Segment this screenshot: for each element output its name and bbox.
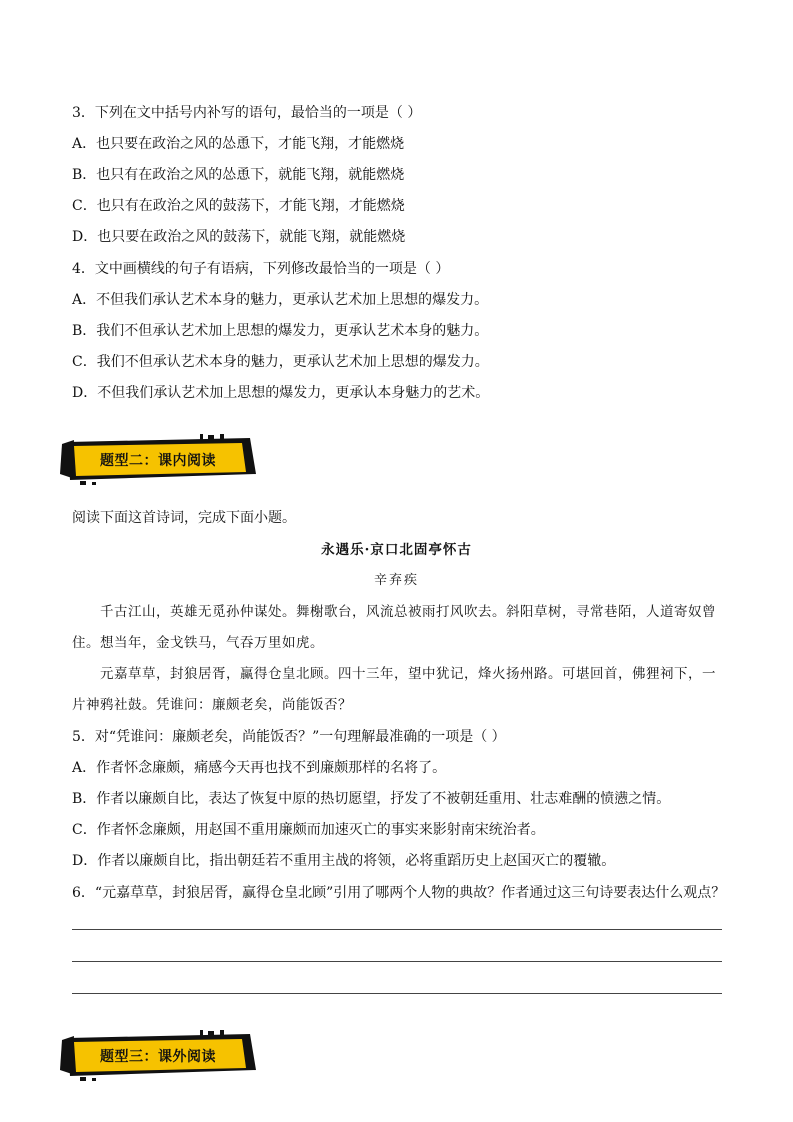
q3-option-c: C．也只有在政治之风的鼓荡下，才能飞翔，才能燃烧 (72, 198, 405, 214)
poem-line-4: 片神鸦社鼓。凭谁问：廉颇老矣，尚能饭否？ (72, 697, 352, 713)
poem-line-2: 住。想当年，金戈铁马，气吞万里如虎。 (72, 635, 324, 651)
poem-line-3: 元嘉草草，封狼居胥，赢得仓皇北顾。四十三年，望中犹记，烽火扬州路。可堪回首，佛狸祠下，一 (100, 666, 716, 682)
q4-option-a: A．不但我们承认艺术本身的魅力，更承认艺术加上思想的爆发力。 (72, 292, 489, 308)
q3-option-a: A．也只要在政治之风的怂恿下，才能飞翔，才能燃烧 (72, 136, 405, 152)
q5-option-d: D．作者以廉颇自比，指出朝廷若不重用主战的将领，必将重蹈历史上赵国灭亡的覆辙。 (72, 853, 616, 869)
q5-stem: 5．对“凭谁问：廉颇老矣，尚能饭否？”一句理解最准确的一项是（ ） (72, 729, 506, 745)
q3-option-b: B．也只有在政治之风的怂恿下，就能飞翔，就能燃烧 (72, 167, 405, 183)
q5-option-b: B．作者以廉颇自比，表达了恢复中原的热切愿望，抒发了不被朝廷重用、壮志难酬的愤懑之情。 (72, 791, 671, 807)
poem-title: 永遇乐·京口北固亭怀古 (321, 542, 472, 558)
q4-option-b: B．我们不但承认艺术加上思想的爆发力，更承认艺术本身的魅力。 (72, 323, 489, 339)
q5-option-c: C．作者怀念廉颇，用赵国不重用廉颇而加速灭亡的事实来影射南宋统治者。 (72, 822, 545, 838)
section-banner-2 (60, 434, 256, 486)
section-banner-3-label: 题型三：课外阅读 (100, 1048, 216, 1064)
section-banner-3 (60, 1030, 256, 1082)
q6-stem: 6．“元嘉草草，封狼居胥，赢得仓皇北顾”引用了哪两个人物的典故？作者通过这三句诗要表达什么观点？ (72, 885, 726, 901)
section-banner-2-label: 题型二：课内阅读 (100, 452, 216, 468)
reading-instruction: 阅读下面这首诗词，完成下面小题。 (72, 510, 296, 526)
answer-line[interactable] (72, 929, 722, 930)
poem-author: 辛弃疾 (373, 573, 419, 588)
q4-option-d: D．不但我们承认艺术加上思想的爆发力，更承认本身魅力的艺术。 (72, 385, 490, 401)
answer-line[interactable] (72, 961, 722, 962)
q3-option-d: D．也只要在政治之风的鼓荡下，就能飞翔，就能燃烧 (72, 229, 406, 245)
q3-stem: 3．下列在文中括号内补写的语句，最恰当的一项是（ ） (72, 105, 422, 121)
q4-option-c: C．我们不但承认艺术本身的魅力，更承认艺术加上思想的爆发力。 (72, 354, 489, 370)
poem-line-1: 千古江山，英雄无觅孙仲谋处。舞榭歌台，风流总被雨打风吹去。斜阳草树，寻常巷陌，人道寄奴曾 (100, 604, 716, 620)
q5-option-a: A．作者怀念廉颇，痛感今天再也找不到廉颇那样的名将了。 (72, 760, 447, 776)
answer-line[interactable] (72, 993, 722, 994)
q4-stem: 4．文中画横线的句子有语病，下列修改最恰当的一项是（ ） (72, 261, 450, 277)
